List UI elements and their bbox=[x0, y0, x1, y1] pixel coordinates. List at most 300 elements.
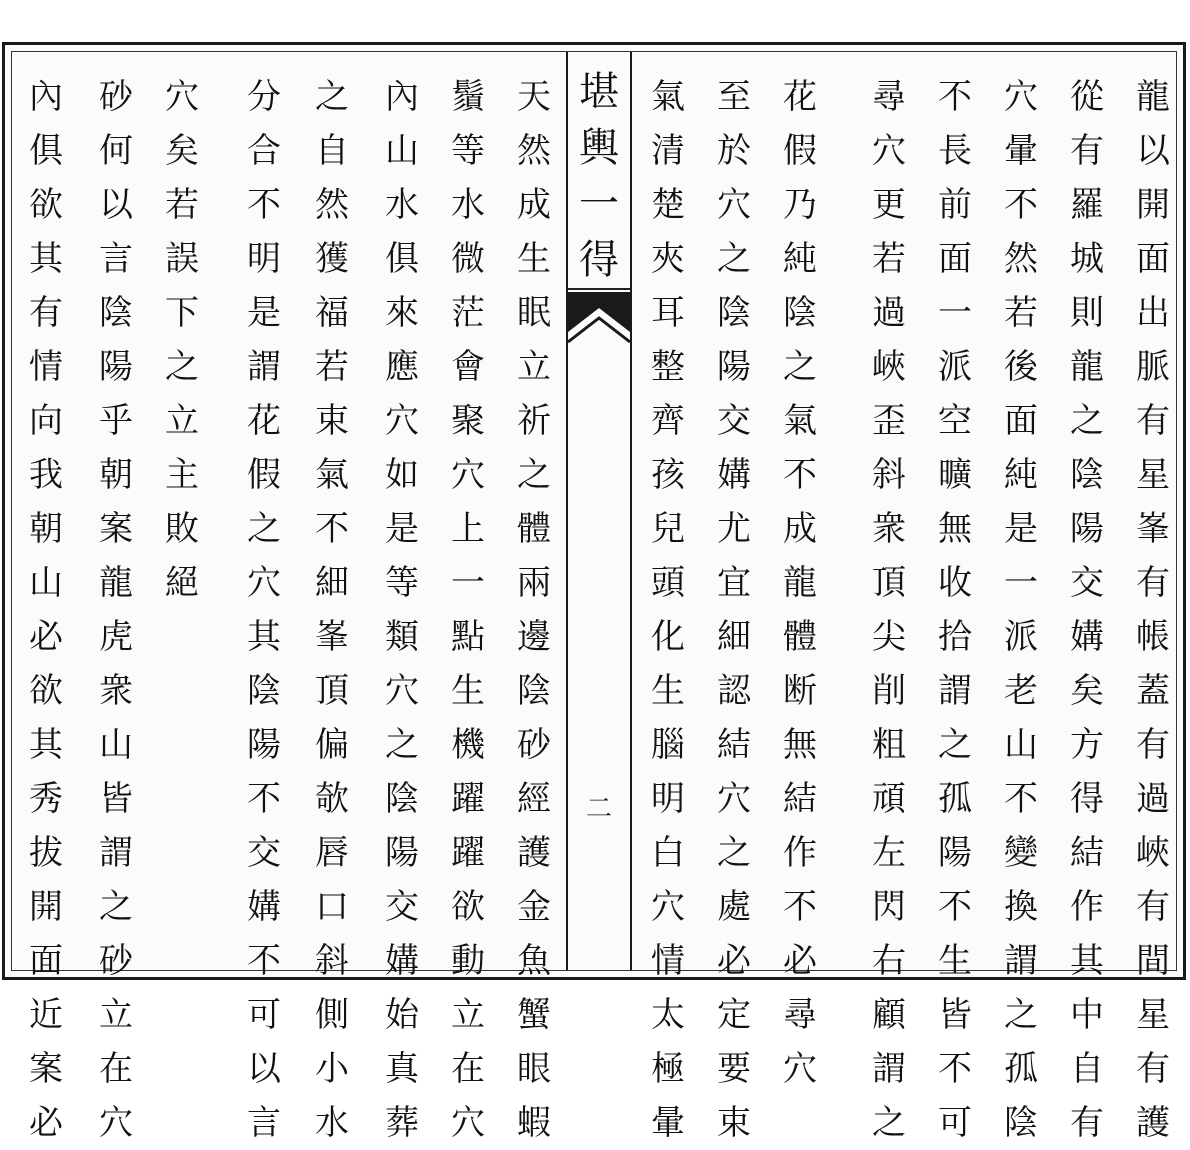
text-char: 中 bbox=[1070, 995, 1104, 1035]
text-column bbox=[1059, 70, 1115, 1150]
text-char: 夾 bbox=[651, 239, 685, 279]
text-char: 謂 bbox=[938, 671, 972, 711]
text-char: 氣 bbox=[651, 77, 685, 117]
text-char: 虎 bbox=[99, 617, 133, 657]
text-char: 皆 bbox=[99, 779, 133, 819]
text-char: 生 bbox=[517, 239, 551, 279]
text-char: 有 bbox=[1070, 1103, 1104, 1143]
text-char: 福 bbox=[315, 293, 349, 333]
text-char: 束 bbox=[717, 1103, 751, 1143]
text-char: 祈 bbox=[517, 401, 551, 441]
text-column bbox=[506, 70, 562, 1150]
text-char: 穴 bbox=[247, 563, 281, 603]
text-char: 頑 bbox=[872, 779, 906, 819]
text-char: 立 bbox=[517, 347, 551, 387]
text-char: 明 bbox=[651, 779, 685, 819]
text-char: 可 bbox=[247, 995, 281, 1035]
text-char: 陰 bbox=[517, 671, 551, 711]
text-char: 若 bbox=[315, 347, 349, 387]
text-char: 蓋 bbox=[1136, 671, 1170, 711]
text-char: 開 bbox=[29, 887, 63, 927]
text-char: 腦 bbox=[651, 725, 685, 765]
text-char: 峯 bbox=[1136, 509, 1170, 549]
text-char: 不 bbox=[938, 1049, 972, 1089]
text-char: 會 bbox=[451, 347, 485, 387]
text-char: 要 bbox=[717, 1049, 751, 1089]
text-char: 砂 bbox=[99, 941, 133, 981]
text-column bbox=[154, 70, 210, 610]
text-char: 內 bbox=[385, 77, 419, 117]
text-char: 情 bbox=[651, 941, 685, 981]
text-char: 是 bbox=[1004, 509, 1038, 549]
text-char: 至 bbox=[717, 77, 751, 117]
text-char: 蝦 bbox=[517, 1103, 551, 1143]
text-char: 得 bbox=[1070, 779, 1104, 819]
text-char: 朝 bbox=[29, 509, 63, 549]
text-char: 在 bbox=[451, 1049, 485, 1089]
title-char: 一 bbox=[579, 181, 619, 227]
text-char: 葬 bbox=[385, 1103, 419, 1143]
text-char: 穴 bbox=[165, 77, 199, 117]
text-char: 生 bbox=[938, 941, 972, 981]
text-char: 陽 bbox=[247, 725, 281, 765]
text-char: 之 bbox=[938, 725, 972, 765]
text-char: 欹 bbox=[315, 779, 349, 819]
text-char: 其 bbox=[1070, 941, 1104, 981]
text-char: 不 bbox=[247, 941, 281, 981]
text-char: 作 bbox=[783, 833, 817, 873]
text-char: 之 bbox=[247, 509, 281, 549]
text-char: 無 bbox=[783, 725, 817, 765]
text-char: 後 bbox=[1004, 347, 1038, 387]
text-char: 躍 bbox=[451, 779, 485, 819]
text-char: 顧 bbox=[872, 995, 906, 1035]
text-char: 陰 bbox=[783, 293, 817, 333]
text-char: 立 bbox=[451, 995, 485, 1035]
text-char: 小 bbox=[315, 1049, 349, 1089]
text-char: 水 bbox=[315, 1103, 349, 1143]
text-char: 分 bbox=[247, 77, 281, 117]
text-char: 不 bbox=[247, 779, 281, 819]
text-column bbox=[706, 70, 762, 1150]
text-char: 有 bbox=[29, 293, 63, 333]
text-char: 穴 bbox=[717, 185, 751, 225]
text-char: 生 bbox=[651, 671, 685, 711]
text-char: 乎 bbox=[99, 401, 133, 441]
text-char: 聚 bbox=[451, 401, 485, 441]
text-char: 體 bbox=[783, 617, 817, 657]
text-char: 微 bbox=[451, 239, 485, 279]
text-char: 陽 bbox=[717, 347, 751, 387]
text-char: 蟹 bbox=[517, 995, 551, 1035]
text-column bbox=[861, 70, 917, 1150]
text-char: 派 bbox=[1004, 617, 1038, 657]
text-char: 暈 bbox=[1004, 131, 1038, 171]
text-char: 然 bbox=[315, 185, 349, 225]
text-char: 陰 bbox=[247, 671, 281, 711]
text-char: 星 bbox=[1136, 455, 1170, 495]
text-char: 有 bbox=[1070, 131, 1104, 171]
text-char: 細 bbox=[315, 563, 349, 603]
text-char: 主 bbox=[165, 455, 199, 495]
text-char: 白 bbox=[651, 833, 685, 873]
text-column bbox=[440, 70, 496, 1150]
text-char: 之 bbox=[517, 455, 551, 495]
text-char: 必 bbox=[29, 1103, 63, 1143]
text-char: 陰 bbox=[99, 293, 133, 333]
text-char: 極 bbox=[651, 1049, 685, 1089]
center-gutter bbox=[566, 52, 632, 970]
text-char: 然 bbox=[517, 131, 551, 171]
text-char: 結 bbox=[1070, 833, 1104, 873]
text-char: 孩 bbox=[651, 455, 685, 495]
text-char: 向 bbox=[29, 401, 63, 441]
text-char: 長 bbox=[938, 131, 972, 171]
text-char: 必 bbox=[29, 617, 63, 657]
text-char: 唇 bbox=[315, 833, 349, 873]
text-char: 衆 bbox=[872, 509, 906, 549]
text-char: 衆 bbox=[99, 671, 133, 711]
text-char: 龍 bbox=[99, 563, 133, 603]
text-char: 右 bbox=[872, 941, 906, 981]
text-char: 我 bbox=[29, 455, 63, 495]
text-char: 羅 bbox=[1070, 185, 1104, 225]
text-char: 魚 bbox=[517, 941, 551, 981]
text-char: 媾 bbox=[247, 887, 281, 927]
text-char: 尋 bbox=[783, 995, 817, 1035]
text-char: 護 bbox=[517, 833, 551, 873]
text-char: 穴 bbox=[385, 671, 419, 711]
text-char: 花 bbox=[783, 77, 817, 117]
text-char: 穴 bbox=[717, 779, 751, 819]
text-char: 媾 bbox=[385, 941, 419, 981]
text-char: 躍 bbox=[451, 833, 485, 873]
text-char: 有 bbox=[1136, 401, 1170, 441]
text-char: 清 bbox=[651, 131, 685, 171]
text-char: 之 bbox=[1004, 995, 1038, 1035]
text-char: 自 bbox=[1070, 1049, 1104, 1089]
text-char: 之 bbox=[1070, 401, 1104, 441]
text-char: 不 bbox=[247, 185, 281, 225]
text-char: 機 bbox=[451, 725, 485, 765]
text-char: 氣 bbox=[783, 401, 817, 441]
text-char: 之 bbox=[165, 347, 199, 387]
text-char: 合 bbox=[247, 131, 281, 171]
text-char: 欲 bbox=[29, 671, 63, 711]
text-char: 不 bbox=[783, 455, 817, 495]
text-char: 不 bbox=[1004, 185, 1038, 225]
text-char: 皆 bbox=[938, 995, 972, 1035]
text-char: 面 bbox=[29, 941, 63, 981]
text-char: 獲 bbox=[315, 239, 349, 279]
text-char: 尋 bbox=[872, 77, 906, 117]
text-char: 頂 bbox=[872, 563, 906, 603]
text-char: 護 bbox=[1136, 1103, 1170, 1143]
text-char: 孤 bbox=[1004, 1049, 1038, 1089]
text-char: 尤 bbox=[717, 509, 751, 549]
text-char: 換 bbox=[1004, 887, 1038, 927]
text-char: 交 bbox=[717, 401, 751, 441]
text-char: 作 bbox=[1070, 887, 1104, 927]
title-char: 得 bbox=[579, 237, 619, 283]
text-char: 開 bbox=[1136, 185, 1170, 225]
text-char: 朝 bbox=[99, 455, 133, 495]
text-char: 砂 bbox=[517, 725, 551, 765]
text-char: 拔 bbox=[29, 833, 63, 873]
text-char: 陽 bbox=[938, 833, 972, 873]
text-char: 化 bbox=[651, 617, 685, 657]
text-char: 不 bbox=[938, 77, 972, 117]
text-char: 純 bbox=[783, 239, 817, 279]
text-char: 始 bbox=[385, 995, 419, 1035]
text-char: 陰 bbox=[385, 779, 419, 819]
text-char: 有 bbox=[1136, 725, 1170, 765]
text-char: 兩 bbox=[517, 563, 551, 603]
text-char: 言 bbox=[247, 1103, 281, 1143]
text-char: 曠 bbox=[938, 455, 972, 495]
text-char: 若 bbox=[1004, 293, 1038, 333]
text-char: 成 bbox=[783, 509, 817, 549]
text-char: 體 bbox=[517, 509, 551, 549]
text-char: 派 bbox=[938, 347, 972, 387]
text-char: 必 bbox=[783, 941, 817, 981]
text-char: 天 bbox=[517, 77, 551, 117]
text-column bbox=[640, 70, 696, 1150]
text-char: 近 bbox=[29, 995, 63, 1035]
text-char: 面 bbox=[1004, 401, 1038, 441]
text-char: 花 bbox=[247, 401, 281, 441]
text-char: 峽 bbox=[872, 347, 906, 387]
text-char: 歪 bbox=[872, 401, 906, 441]
text-char: 立 bbox=[165, 401, 199, 441]
text-char: 應 bbox=[385, 347, 419, 387]
text-char: 尖 bbox=[872, 617, 906, 657]
text-char: 鬚 bbox=[451, 77, 485, 117]
text-char: 從 bbox=[1070, 77, 1104, 117]
text-char: 純 bbox=[1004, 455, 1038, 495]
text-char: 間 bbox=[1136, 941, 1170, 981]
text-char: 穴 bbox=[651, 887, 685, 927]
text-char: 敗 bbox=[165, 509, 199, 549]
text-char: 交 bbox=[385, 887, 419, 927]
text-char: 明 bbox=[247, 239, 281, 279]
text-column bbox=[374, 70, 430, 1150]
text-column bbox=[304, 70, 360, 1150]
text-column bbox=[1125, 70, 1181, 1150]
text-char: 龍 bbox=[1070, 347, 1104, 387]
text-char: 媾 bbox=[717, 455, 751, 495]
text-char: 交 bbox=[1070, 563, 1104, 603]
text-char: 假 bbox=[247, 455, 281, 495]
text-char: 方 bbox=[1070, 725, 1104, 765]
text-char: 斜 bbox=[872, 455, 906, 495]
text-char: 自 bbox=[315, 131, 349, 171]
text-char: 星 bbox=[1136, 995, 1170, 1035]
text-char: 陰 bbox=[1004, 1103, 1038, 1143]
text-char: 斜 bbox=[315, 941, 349, 981]
text-char: 乃 bbox=[783, 185, 817, 225]
text-column bbox=[772, 70, 828, 1096]
text-char: 之 bbox=[315, 77, 349, 117]
text-char: 其 bbox=[29, 239, 63, 279]
text-char: 邊 bbox=[517, 617, 551, 657]
text-column bbox=[927, 70, 983, 1150]
page-number: 二 bbox=[585, 794, 612, 824]
text-char: 陽 bbox=[1070, 509, 1104, 549]
text-char: 山 bbox=[385, 131, 419, 171]
text-char: 交 bbox=[247, 833, 281, 873]
text-char: 其 bbox=[247, 617, 281, 657]
text-column bbox=[236, 70, 292, 1150]
text-char: 言 bbox=[99, 239, 133, 279]
text-char: 帳 bbox=[1136, 617, 1170, 657]
text-char: 粗 bbox=[872, 725, 906, 765]
text-char: 陽 bbox=[385, 833, 419, 873]
title-char: 堪 bbox=[579, 69, 619, 115]
text-char: 山 bbox=[29, 563, 63, 603]
book-title-vertical bbox=[568, 64, 630, 288]
text-char: 太 bbox=[651, 995, 685, 1035]
text-column bbox=[18, 70, 74, 1150]
text-char: 以 bbox=[99, 185, 133, 225]
text-char: 之 bbox=[717, 833, 751, 873]
text-char: 有 bbox=[1136, 887, 1170, 927]
text-column bbox=[993, 70, 1049, 1150]
text-char: 龍 bbox=[1136, 77, 1170, 117]
text-char: 頭 bbox=[651, 563, 685, 603]
text-char: 然 bbox=[1004, 239, 1038, 279]
text-char: 謂 bbox=[247, 347, 281, 387]
text-char: 龍 bbox=[783, 563, 817, 603]
text-char: 暈 bbox=[651, 1103, 685, 1143]
text-char: 內 bbox=[29, 77, 63, 117]
text-char: 點 bbox=[451, 617, 485, 657]
text-char: 成 bbox=[517, 185, 551, 225]
text-char: 兒 bbox=[651, 509, 685, 549]
text-char: 不 bbox=[1004, 779, 1038, 819]
text-char: 立 bbox=[99, 995, 133, 1035]
text-char: 之 bbox=[783, 347, 817, 387]
text-char: 媾 bbox=[1070, 617, 1104, 657]
fishtail-ornament bbox=[568, 292, 630, 372]
text-char: 整 bbox=[651, 347, 685, 387]
text-char: 矣 bbox=[1070, 671, 1104, 711]
text-char: 眠 bbox=[517, 293, 551, 333]
text-char: 断 bbox=[783, 671, 817, 711]
text-char: 謂 bbox=[872, 1049, 906, 1089]
text-char: 定 bbox=[717, 995, 751, 1035]
text-char: 山 bbox=[99, 725, 133, 765]
text-char: 金 bbox=[517, 887, 551, 927]
text-char: 則 bbox=[1070, 293, 1104, 333]
text-char: 更 bbox=[872, 185, 906, 225]
text-char: 偏 bbox=[315, 725, 349, 765]
text-char: 結 bbox=[783, 779, 817, 819]
text-char: 無 bbox=[938, 509, 972, 549]
text-char: 水 bbox=[451, 185, 485, 225]
text-char: 絕 bbox=[165, 563, 199, 603]
text-char: 脈 bbox=[1136, 347, 1170, 387]
text-char: 謂 bbox=[1004, 941, 1038, 981]
text-char: 何 bbox=[99, 131, 133, 171]
text-char: 認 bbox=[717, 671, 751, 711]
text-char: 削 bbox=[872, 671, 906, 711]
text-char: 一 bbox=[938, 293, 972, 333]
text-char: 一 bbox=[1004, 563, 1038, 603]
text-char: 謂 bbox=[99, 833, 133, 873]
text-char: 秀 bbox=[29, 779, 63, 819]
text-char: 閃 bbox=[872, 887, 906, 927]
text-char: 是 bbox=[385, 509, 419, 549]
text-char: 城 bbox=[1070, 239, 1104, 279]
text-char: 左 bbox=[872, 833, 906, 873]
text-char: 出 bbox=[1136, 293, 1170, 333]
text-char: 不 bbox=[938, 887, 972, 927]
text-char: 俱 bbox=[29, 131, 63, 171]
text-char: 穴 bbox=[872, 131, 906, 171]
text-char: 其 bbox=[29, 725, 63, 765]
text-char: 動 bbox=[451, 941, 485, 981]
text-char: 來 bbox=[385, 293, 419, 333]
page-frame bbox=[2, 42, 1186, 1143]
text-char: 之 bbox=[385, 725, 419, 765]
text-char: 面 bbox=[1136, 239, 1170, 279]
text-char: 以 bbox=[247, 1049, 281, 1089]
text-char: 誤 bbox=[165, 239, 199, 279]
text-char: 情 bbox=[29, 347, 63, 387]
text-char: 面 bbox=[938, 239, 972, 279]
text-char: 楚 bbox=[651, 185, 685, 225]
text-char: 頂 bbox=[315, 671, 349, 711]
text-char: 可 bbox=[938, 1103, 972, 1143]
text-char: 砂 bbox=[99, 77, 133, 117]
text-char: 等 bbox=[385, 563, 419, 603]
text-char: 過 bbox=[872, 293, 906, 333]
text-char: 以 bbox=[1136, 131, 1170, 171]
text-char: 生 bbox=[451, 671, 485, 711]
text-char: 穴 bbox=[385, 401, 419, 441]
text-char: 俱 bbox=[385, 239, 419, 279]
text-char: 在 bbox=[99, 1049, 133, 1089]
text-char: 欲 bbox=[451, 887, 485, 927]
text-char: 束 bbox=[315, 401, 349, 441]
text-char: 宜 bbox=[717, 563, 751, 603]
text-char: 眼 bbox=[517, 1049, 551, 1089]
text-char: 陰 bbox=[1070, 455, 1104, 495]
text-char: 口 bbox=[315, 887, 349, 927]
text-char: 必 bbox=[717, 941, 751, 981]
gutter-rule bbox=[568, 288, 630, 290]
text-char: 是 bbox=[247, 293, 281, 333]
text-char: 上 bbox=[451, 509, 485, 549]
page-inner-border bbox=[11, 51, 1177, 1143]
text-char: 水 bbox=[385, 185, 419, 225]
text-char: 穴 bbox=[451, 455, 485, 495]
text-char: 若 bbox=[872, 239, 906, 279]
text-char: 欲 bbox=[29, 185, 63, 225]
text-char: 一 bbox=[451, 563, 485, 603]
text-char: 有 bbox=[1136, 1049, 1170, 1089]
text-char: 穴 bbox=[783, 1049, 817, 1089]
text-char: 穴 bbox=[1004, 77, 1038, 117]
text-char: 類 bbox=[385, 617, 419, 657]
text-char: 變 bbox=[1004, 833, 1038, 873]
text-char: 案 bbox=[99, 509, 133, 549]
text-char: 峯 bbox=[315, 617, 349, 657]
text-char: 峽 bbox=[1136, 833, 1170, 873]
text-char: 下 bbox=[165, 293, 199, 333]
text-char: 拾 bbox=[938, 617, 972, 657]
